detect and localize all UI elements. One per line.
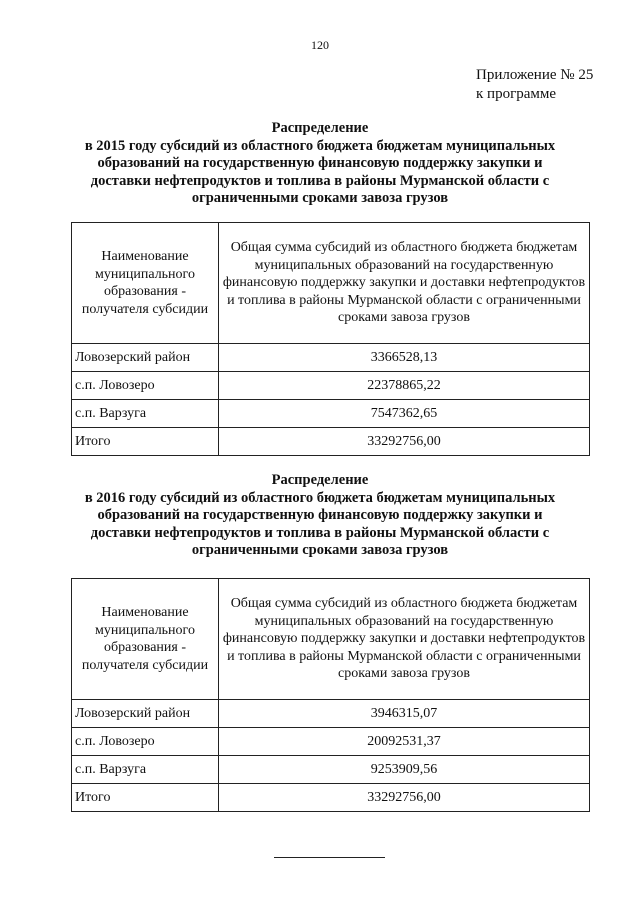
row-value: 20092531,37 <box>219 728 590 756</box>
total-value: 33292756,00 <box>219 428 590 456</box>
table-row <box>72 400 590 428</box>
row-name: с.п. Ловозеро <box>72 728 219 756</box>
appendix-program: к программе <box>476 86 557 102</box>
heading-title: Распределение <box>271 472 369 488</box>
row-value: 3366528,13 <box>219 344 590 372</box>
row-name: с.п. Ловозеро <box>72 372 219 400</box>
row-name: с.п. Варзуга <box>72 756 219 784</box>
heading-subtitle-line: ограниченными сроками завоза грузов <box>191 190 449 206</box>
distribution-2016-section <box>0 472 640 805</box>
header-recipient: Наименование муниципального образования - получателя субсидии <box>72 223 219 344</box>
table-total-row <box>72 428 590 456</box>
heading-subtitle-line: доставки нефтепродуктов и топлива в районы Мурманской области с <box>90 172 550 189</box>
header-total-subsidy: Общая сумма субсидий из областного бюджета бюджетам муниципальных образований на государственную финансовую поддержку закупки и доставки нефтепродуктов и топлива в районы Мурманской области с ограниченными сроками завоза грузов <box>219 223 590 344</box>
heading-subtitle-line: ограниченными сроками завоза грузов <box>191 542 449 558</box>
header-total-subsidy: Общая сумма субсидий из областного бюджета бюджетам муниципальных образований на государственную финансовую поддержку закупки и доставки нефтепродуктов и топлива в районы Мурманской области с ограниченными сроками завоза грузов <box>219 579 590 700</box>
heading-subtitle-line: образований на государственную финансовую поддержку закупки и <box>97 155 543 171</box>
table-row <box>72 344 590 372</box>
appendix-number: Приложение № 25 <box>476 67 594 83</box>
total-value: 33292756,00 <box>219 784 590 812</box>
row-value: 3946315,07 <box>219 700 590 728</box>
row-name: Ловозерский район <box>72 344 219 372</box>
page-number: 120 <box>311 38 329 52</box>
distribution-2016-heading <box>40 472 600 560</box>
footer-divider <box>274 857 385 858</box>
heading-subtitle-line: в 2016 году субсидий из областного бюджета бюджетам муниципальных <box>84 489 556 506</box>
row-value: 9253909,56 <box>219 756 590 784</box>
table-header-row <box>72 579 590 700</box>
heading-subtitle-line: доставки нефтепродуктов и топлива в районы Мурманской области с <box>90 524 550 541</box>
table-row <box>72 756 590 784</box>
table-total-row <box>72 784 590 812</box>
distribution-2016-table <box>71 578 590 812</box>
row-value: 7547362,65 <box>219 400 590 428</box>
heading-subtitle-line: в 2015 году субсидий из областного бюджета бюджетам муниципальных <box>84 137 556 154</box>
table-row <box>72 372 590 400</box>
table-header-row <box>72 223 590 344</box>
appendix-reference <box>476 66 593 104</box>
table-row <box>72 728 590 756</box>
total-label: Итого <box>72 428 219 456</box>
row-name: Ловозерский район <box>72 700 219 728</box>
distribution-2015-section <box>0 120 640 449</box>
table-row <box>72 700 590 728</box>
row-name: с.п. Варзуга <box>72 400 219 428</box>
header-recipient: Наименование муниципального образования - получателя субсидии <box>72 579 219 700</box>
heading-subtitle-line: образований на государственную финансовую поддержку закупки и <box>97 507 543 523</box>
distribution-2015-heading <box>40 120 600 208</box>
row-value: 22378865,22 <box>219 372 590 400</box>
heading-title: Распределение <box>271 120 369 136</box>
distribution-2015-table <box>71 222 590 456</box>
total-label: Итого <box>72 784 219 812</box>
